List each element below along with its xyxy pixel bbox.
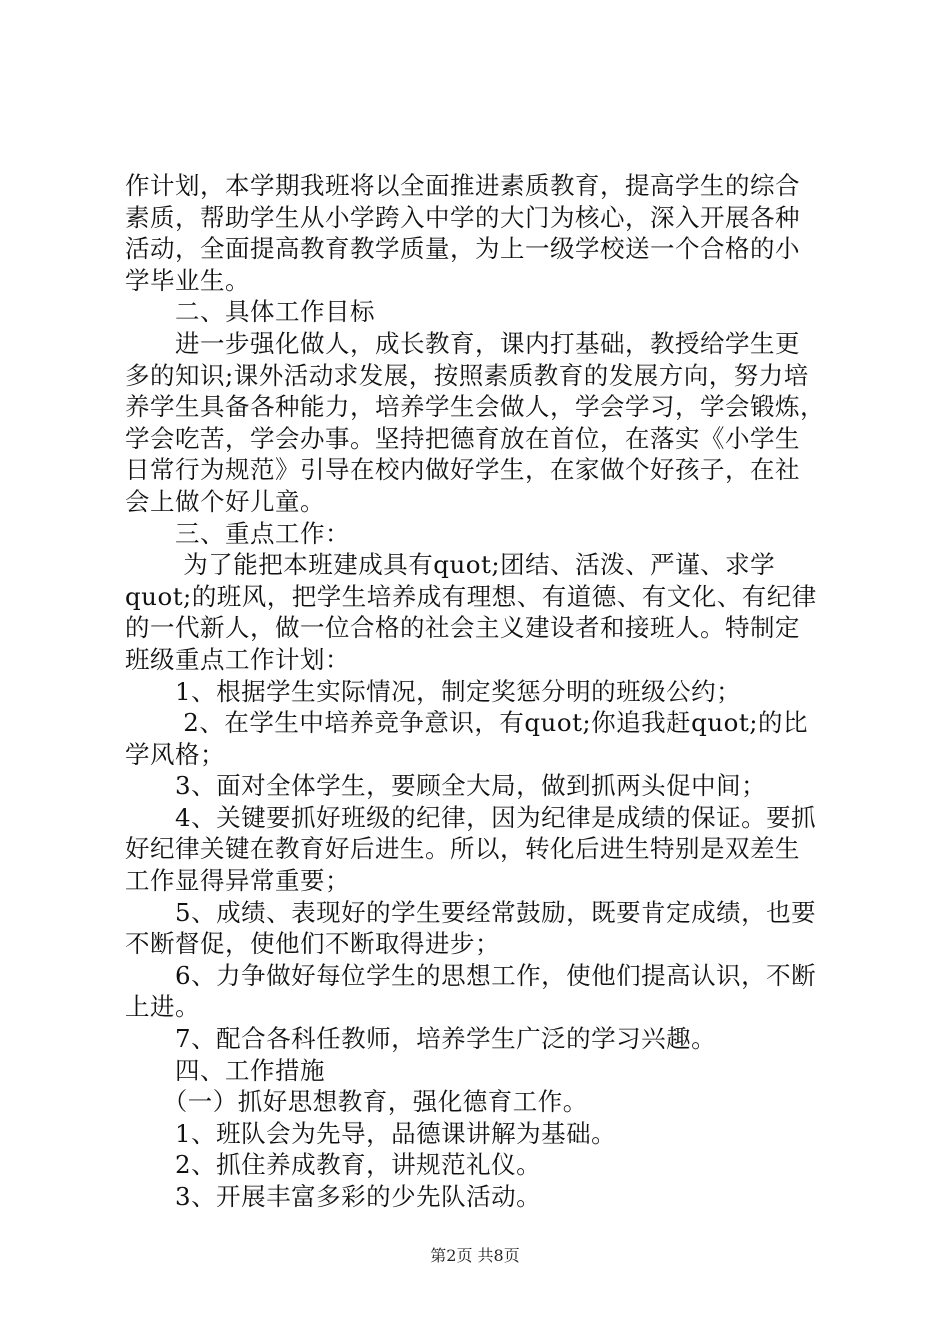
text-line: 学会吃苦，学会办事。坚持把德育放在首位，在落实《小学生 <box>125 423 800 453</box>
text-line: 2、在学生中培养竞争意识，有quot;你追我赶quot;的比 <box>125 708 808 738</box>
page-footer: 第2页 共8页 <box>430 1246 520 1265</box>
text-line: quot;的班风，把学生培养成有理想、有道德、有文化、有纪律 <box>125 581 817 611</box>
text-line: （一）抓好思想教育，强化德育工作。 <box>125 1087 588 1117</box>
text-line: 养学生具备各种能力，培养学生会做人，学会学习，学会锻炼， <box>125 392 825 422</box>
text-line: 上进。 <box>125 992 200 1022</box>
text-line: 活动，全面提高教育教学质量，为上一级学校送一个合格的小 <box>125 234 800 264</box>
text-line: 三、重点工作： <box>125 518 350 548</box>
text-line: 3、开展丰富多彩的少先队活动。 <box>125 1182 542 1211</box>
text-line: 4、关键要抓好班级的纪律，因为纪律是成绩的保证。要抓 <box>125 802 817 832</box>
text-line: 工作显得异常重要； <box>125 866 350 896</box>
text-line: 进一步强化做人，成长教育，课内打基础，教授给学生更 <box>125 328 800 358</box>
text-line: 四、工作措施 <box>125 1055 325 1085</box>
text-line: 多的知识;课外活动求发展，按照素质教育的发展方向，努力培 <box>125 360 809 390</box>
text-line: 7、配合各科任教师，培养学生广泛的学习兴趣。 <box>125 1024 717 1054</box>
text-line: 6、力争做好每位学生的思想工作，使他们提高认识，不断 <box>125 960 817 990</box>
text-line: 1、班队会为先导，品德课讲解为基础。 <box>125 1118 617 1148</box>
text-line: 日常行为规范》引导在校内做好学生，在家做个好孩子，在社 <box>125 455 800 485</box>
text-line: 会上做个好儿童。 <box>125 486 325 516</box>
text-line: 不断督促，使他们不断取得进步； <box>125 929 500 959</box>
document-body <box>125 170 835 1213</box>
text-line: 1、根据学生实际情况，制定奖惩分明的班级公约； <box>125 676 742 706</box>
text-line: 的一代新人，做一位合格的社会主义建设者和接班人。特制定 <box>125 613 800 643</box>
text-line: 5、成绩、表现好的学生要经常鼓励，既要肯定成绩，也要 <box>125 897 817 927</box>
text-line: 学毕业生。 <box>125 265 250 295</box>
text-line: 素质，帮助学生从小学跨入中学的大门为核心，深入开展各种 <box>125 202 800 232</box>
text-line: 学风格； <box>125 739 225 769</box>
text-line: 好纪律关键在教育好后进生。所以，转化后进生特别是双差生 <box>125 834 800 864</box>
text-line: 班级重点工作计划： <box>125 644 350 674</box>
text-line: 3、面对全体学生，要顾全大局，做到抓两头促中间； <box>125 771 767 801</box>
text-line: 2、抓住养成教育，讲规范礼仪。 <box>125 1150 542 1180</box>
text-line: 二、具体工作目标 <box>125 297 375 327</box>
text-line: 为了能把本班建成具有quot;团结、活泼、严谨、求学 <box>125 550 776 580</box>
text-line: 作计划，本学期我班将以全面推进素质教育，提高学生的综合 <box>125 171 800 200</box>
